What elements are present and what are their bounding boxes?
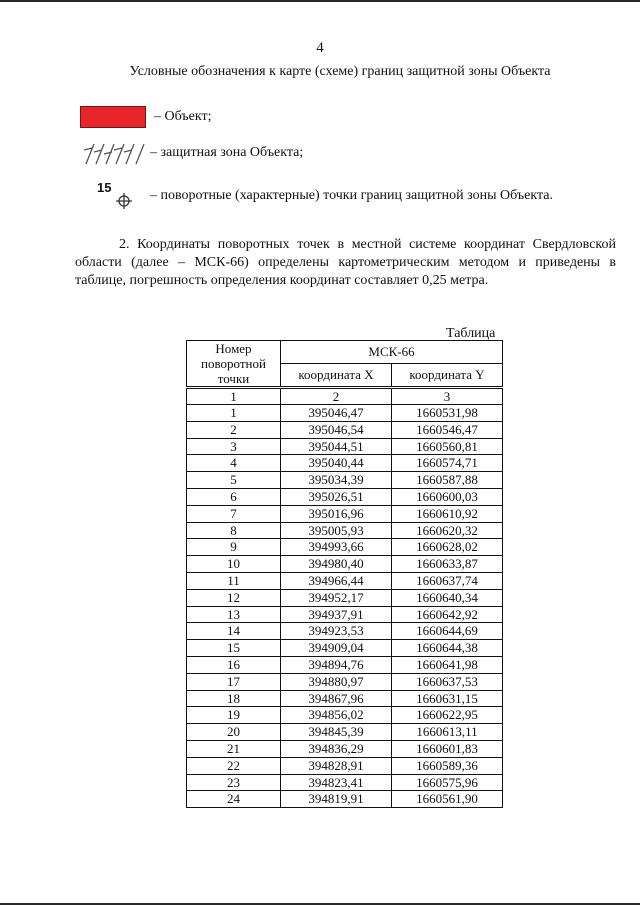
coordinates-paragraph: 2. Координаты поворотных точек в местной системе координат Свердловской области (далее – МСК-66) определены картометрическим методом и приведены в таблице, погрешность определения координат составляет 0,25 метра. [75,237,616,288]
table-row [187,405,503,422]
table-row [187,572,503,589]
point-number-cell: 15 [187,640,281,657]
y-coordinate-cell: 1660600,03 [392,488,503,505]
y-coordinate-cell: 1660637,74 [392,572,503,589]
legend-title: Условные обозначения к карте (схеме) границ защитной зоны Объекта [129,64,551,79]
x-coordinate-cell: 394836,29 [281,740,392,757]
table-row [187,455,503,472]
legend-label-turning-points: – поворотные (характерные) точки границ защитной зоны Объекта. [150,188,553,203]
y-coordinate-cell: 1660589,36 [392,757,503,774]
column-index: 1 [187,388,281,405]
table-row [187,522,503,539]
table-row [187,690,503,707]
x-coordinate-cell: 394823,41 [281,774,392,791]
x-coordinate-cell: 395040,44 [281,455,392,472]
y-coordinate-cell: 1660620,32 [392,522,503,539]
protection-zone-hatch-icon [80,138,146,168]
legend-label-protection-zone: – защитная зона Объекта; [150,145,304,160]
point-number-cell: 9 [187,539,281,556]
crosshair-icon [116,193,132,209]
header-x: координата X [281,363,392,387]
y-coordinate-cell: 1660561,90 [392,791,503,808]
header-coordinate-system: МСК-66 [281,341,503,364]
y-coordinate-cell: 1660644,38 [392,640,503,657]
table-caption: Таблица [446,326,496,341]
y-coordinate-cell: 1660560,81 [392,438,503,455]
x-coordinate-cell: 394828,91 [281,757,392,774]
x-coordinate-cell: 394880,97 [281,673,392,690]
table-row [187,472,503,489]
x-coordinate-cell: 395044,51 [281,438,392,455]
point-number-cell: 24 [187,791,281,808]
header-point-number: Номер поворотной точки [187,341,281,388]
point-number-cell: 4 [187,455,281,472]
y-coordinate-cell: 1660587,88 [392,472,503,489]
x-coordinate-cell: 395016,96 [281,505,392,522]
legend-label-object: – Объект; [154,109,212,124]
x-coordinate-cell: 395046,54 [281,421,392,438]
y-coordinate-cell: 1660640,34 [392,589,503,606]
x-coordinate-cell: 394923,53 [281,623,392,640]
point-number-cell: 5 [187,472,281,489]
y-coordinate-cell: 1660610,92 [392,505,503,522]
point-number-cell: 22 [187,757,281,774]
header-y: координата Y [392,363,503,387]
y-coordinate-cell: 1660644,69 [392,623,503,640]
point-number-cell: 19 [187,707,281,724]
column-index-row [187,388,503,405]
table-row [187,623,503,640]
object-swatch [80,106,146,128]
y-coordinate-cell: 1660531,98 [392,405,503,422]
coordinates-table [186,340,503,808]
x-coordinate-cell: 394819,91 [281,791,392,808]
point-number-cell: 10 [187,556,281,573]
table-row [187,539,503,556]
point-number-cell: 11 [187,572,281,589]
point-number-cell: 18 [187,690,281,707]
point-number-cell: 6 [187,488,281,505]
table-row [187,757,503,774]
point-number-cell: 23 [187,774,281,791]
point-number-cell: 21 [187,740,281,757]
x-coordinate-cell: 394845,39 [281,724,392,741]
legend-item-object [80,106,211,128]
table-row [187,438,503,455]
table-row [187,505,503,522]
table-row [187,774,503,791]
point-number-cell: 14 [187,623,281,640]
point-number-cell: 7 [187,505,281,522]
x-coordinate-cell: 395046,47 [281,405,392,422]
x-coordinate-cell: 395026,51 [281,488,392,505]
page-number: 4 [316,40,324,56]
turning-point-marker [80,182,146,210]
x-coordinate-cell: 394966,44 [281,572,392,589]
table-row [187,606,503,623]
y-coordinate-cell: 1660642,92 [392,606,503,623]
point-number-cell: 12 [187,589,281,606]
point-number-cell: 20 [187,724,281,741]
x-coordinate-cell: 394894,76 [281,656,392,673]
table-row [187,656,503,673]
table-row [187,791,503,808]
x-coordinate-cell: 395005,93 [281,522,392,539]
x-coordinate-cell: 394937,91 [281,606,392,623]
y-coordinate-cell: 1660622,95 [392,707,503,724]
point-number-cell: 16 [187,656,281,673]
y-coordinate-cell: 1660628,02 [392,539,503,556]
turning-point-number: 15 [97,180,112,195]
point-number-cell: 17 [187,673,281,690]
legend-item-turning-points [80,182,553,210]
x-coordinate-cell: 394993,66 [281,539,392,556]
y-coordinate-cell: 1660546,47 [392,421,503,438]
point-number-cell: 13 [187,606,281,623]
table-row [187,673,503,690]
table-row [187,556,503,573]
table-row [187,640,503,657]
table-row [187,740,503,757]
y-coordinate-cell: 1660574,71 [392,455,503,472]
y-coordinate-cell: 1660631,15 [392,690,503,707]
table-row [187,724,503,741]
table-row [187,589,503,606]
x-coordinate-cell: 394980,40 [281,556,392,573]
legend-item-protection-zone [80,138,303,168]
x-coordinate-cell: 394909,04 [281,640,392,657]
y-coordinate-cell: 1660613,11 [392,724,503,741]
y-coordinate-cell: 1660601,83 [392,740,503,757]
y-coordinate-cell: 1660633,87 [392,556,503,573]
column-index: 2 [281,388,392,405]
x-coordinate-cell: 395034,39 [281,472,392,489]
point-number-cell: 8 [187,522,281,539]
x-coordinate-cell: 394952,17 [281,589,392,606]
point-number-cell: 2 [187,421,281,438]
column-index: 3 [392,388,503,405]
y-coordinate-cell: 1660637,53 [392,673,503,690]
table-row [187,488,503,505]
point-number-cell: 3 [187,438,281,455]
top-scan-edge [0,0,640,2]
point-number-cell: 1 [187,405,281,422]
x-coordinate-cell: 394867,96 [281,690,392,707]
y-coordinate-cell: 1660641,98 [392,656,503,673]
y-coordinate-cell: 1660575,96 [392,774,503,791]
x-coordinate-cell: 394856,02 [281,707,392,724]
table-row [187,707,503,724]
table-row [187,421,503,438]
